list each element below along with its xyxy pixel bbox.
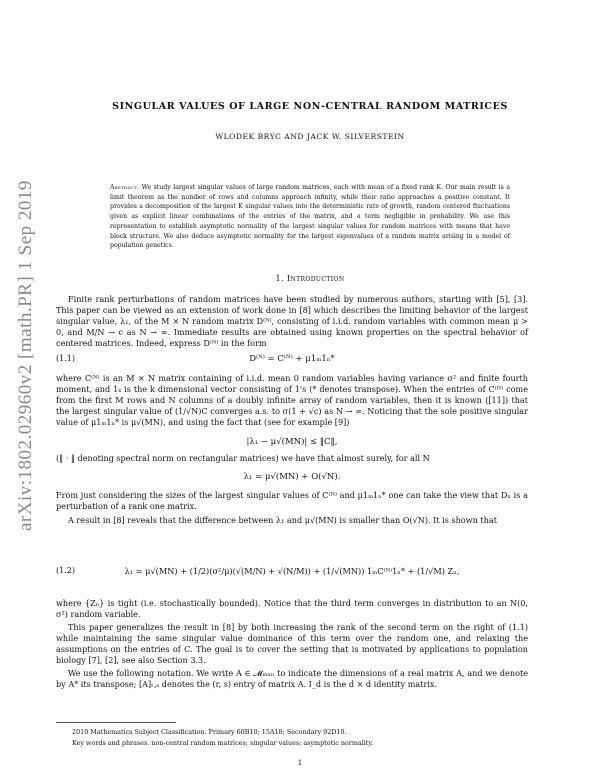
paragraph-7: This paper generalizes the result in [8] by both increasing the rank of the second term on the right of (1.1) while maintaining the same singular value dominance of this term over the random one, and relaxing the assumptions on the entries of C. The goal is to cover the setting that is motivated by applications to population biology [7], [2], see also Section 3.3.: [56, 622, 528, 665]
equation-body: D⁽ᴺ⁾ = C⁽ᴺ⁾ + μ1ₘ1ₙ*: [249, 354, 335, 364]
paragraph-3: (‖ · ‖ denoting spectral norm on rectangular matrices) we have that almost surely, for all N: [56, 453, 430, 463]
equation-number: (1.2): [56, 566, 75, 575]
equation-1-1: [56, 354, 528, 366]
abstract-text: We study largest singular values of large random matrices, each with mean of a fixed rank K. Our main result is a limit theorem as the number of rows and columns approach infinity, while their ratio approaches a positive constant. It provides a decomposition of the largest K singular values into the deterministic rate of growth, random centered fluctuations given as explicit linear combinations of the entries of the matrix, and a term negligible in probability. We use this representation to establish asymptotic normality of the largest singular values for random matrices with means that have block structure. We also deduce asymptotic normality for the largest eigenvalues of a random matrix arising in a model of population genetics.: [110, 184, 511, 250]
equation-2: [56, 437, 528, 449]
abstract: [110, 183, 510, 251]
paragraph-1: Finite rank perturbations of random matrices have been studied by numerous authors, starting with [5], [3]. This paper can be viewed as an extension of work done in [8] which describes the limiting behavior of the largest singular value, λ₁, of the M × N random matrix D⁽ᴺ⁾, consisting of i.i.d. random variables with common mean μ > 0, and M/N → c as N → ∞. Immediate results are obtained using known properties on the spectral behavior of centered matrices. Indeed, express D⁽ᴺ⁾ in the form: [56, 294, 528, 348]
equation-number: (1.1): [56, 354, 75, 363]
paragraph-6: where {Zₙ} is tight (i.e. stochastically bounded). Notice that the third term converges in distribution to an N(0, σ²) random variable.: [56, 598, 528, 619]
arxiv-identifier: arXiv:1802.02960v2 [math.PR] 1 Sep 2019: [15, 180, 36, 531]
section-title: Introduction: [286, 274, 345, 283]
footnote-keywords: Key words and phrases. non-central random matrices; singular values; asymptotic normality.: [72, 739, 374, 747]
abstract-label: Abstract.: [110, 184, 140, 191]
paragraph-4: From just considering the sizes of the largest singular values of C⁽ᴺ⁾ and μ1ₘ1ₙ* one can take the view that Dₙ is a perturbation of a rank one matrix.: [56, 490, 528, 511]
equation-body: λ₁ = μ√(MN) + O(√N).: [243, 472, 341, 482]
equation-body: |λ₁ − μ√(MN)| ≤ ‖C‖,: [246, 437, 338, 447]
section-heading: [60, 274, 560, 283]
paragraph-2: where C⁽ᴺ⁾ is an M × N matrix containing of i.i.d. mean 0 random variables having variance σ² and finite fourth moment, and 1ₖ is the k dimensional vector consisting of 1's (* denotes transpose). When the entries of C⁽ᴺ⁾ come from the first M rows and N columns of a doubly infinite array of random variables, then it is known ([11]) that the largest singular value of (1/√N)C converges a.s. to σ(1 + √c) as N → ∞. Noticing that the sole positive singular value of μ1ₘ1ₙ* is μ√(MN), and using the fact that (see for example [9]): [56, 373, 528, 427]
footnote-rule: [56, 722, 176, 723]
equation-body: λ₁ = μ√(MN) + (1/2)(σ²/μ)(√(M/N) + √(N/M)) + (1/√(MN)) 1ₘC⁽ᴺ⁾1ₙ* + (1/√M) Zₙ,: [124, 566, 460, 576]
page-number: 1: [297, 759, 303, 767]
paragraph-5: A result in [8] reveals that the difference between λ₁ and μ√(MN) is smaller than O(√N). It is shown that: [68, 515, 498, 525]
footnote-msc: 2010 Mathematics Subject Classification. Primary 60B10; 15A18; Secondary 92D10.: [72, 728, 347, 736]
equation-3: [56, 472, 528, 484]
section-number: 1.: [275, 274, 284, 283]
paragraph-8: We use the following notation. We write A ∈ 𝓜ₘₓₙ to indicate the dimensions of a real matrix A, and we denote by A* its transpose; [A]ᵣ,ₛ denotes the (r, s) entry of matrix A. I_d is the d × d identity matrix.: [56, 668, 528, 689]
paper-title: SINGULAR VALUES OF LARGE NON-CENTRAL RANDOM MATRICES: [112, 101, 508, 112]
paper-authors: WLODEK BRYC AND JACK W. SILVERSTEIN: [215, 132, 405, 141]
equation-1-2: [56, 566, 528, 580]
